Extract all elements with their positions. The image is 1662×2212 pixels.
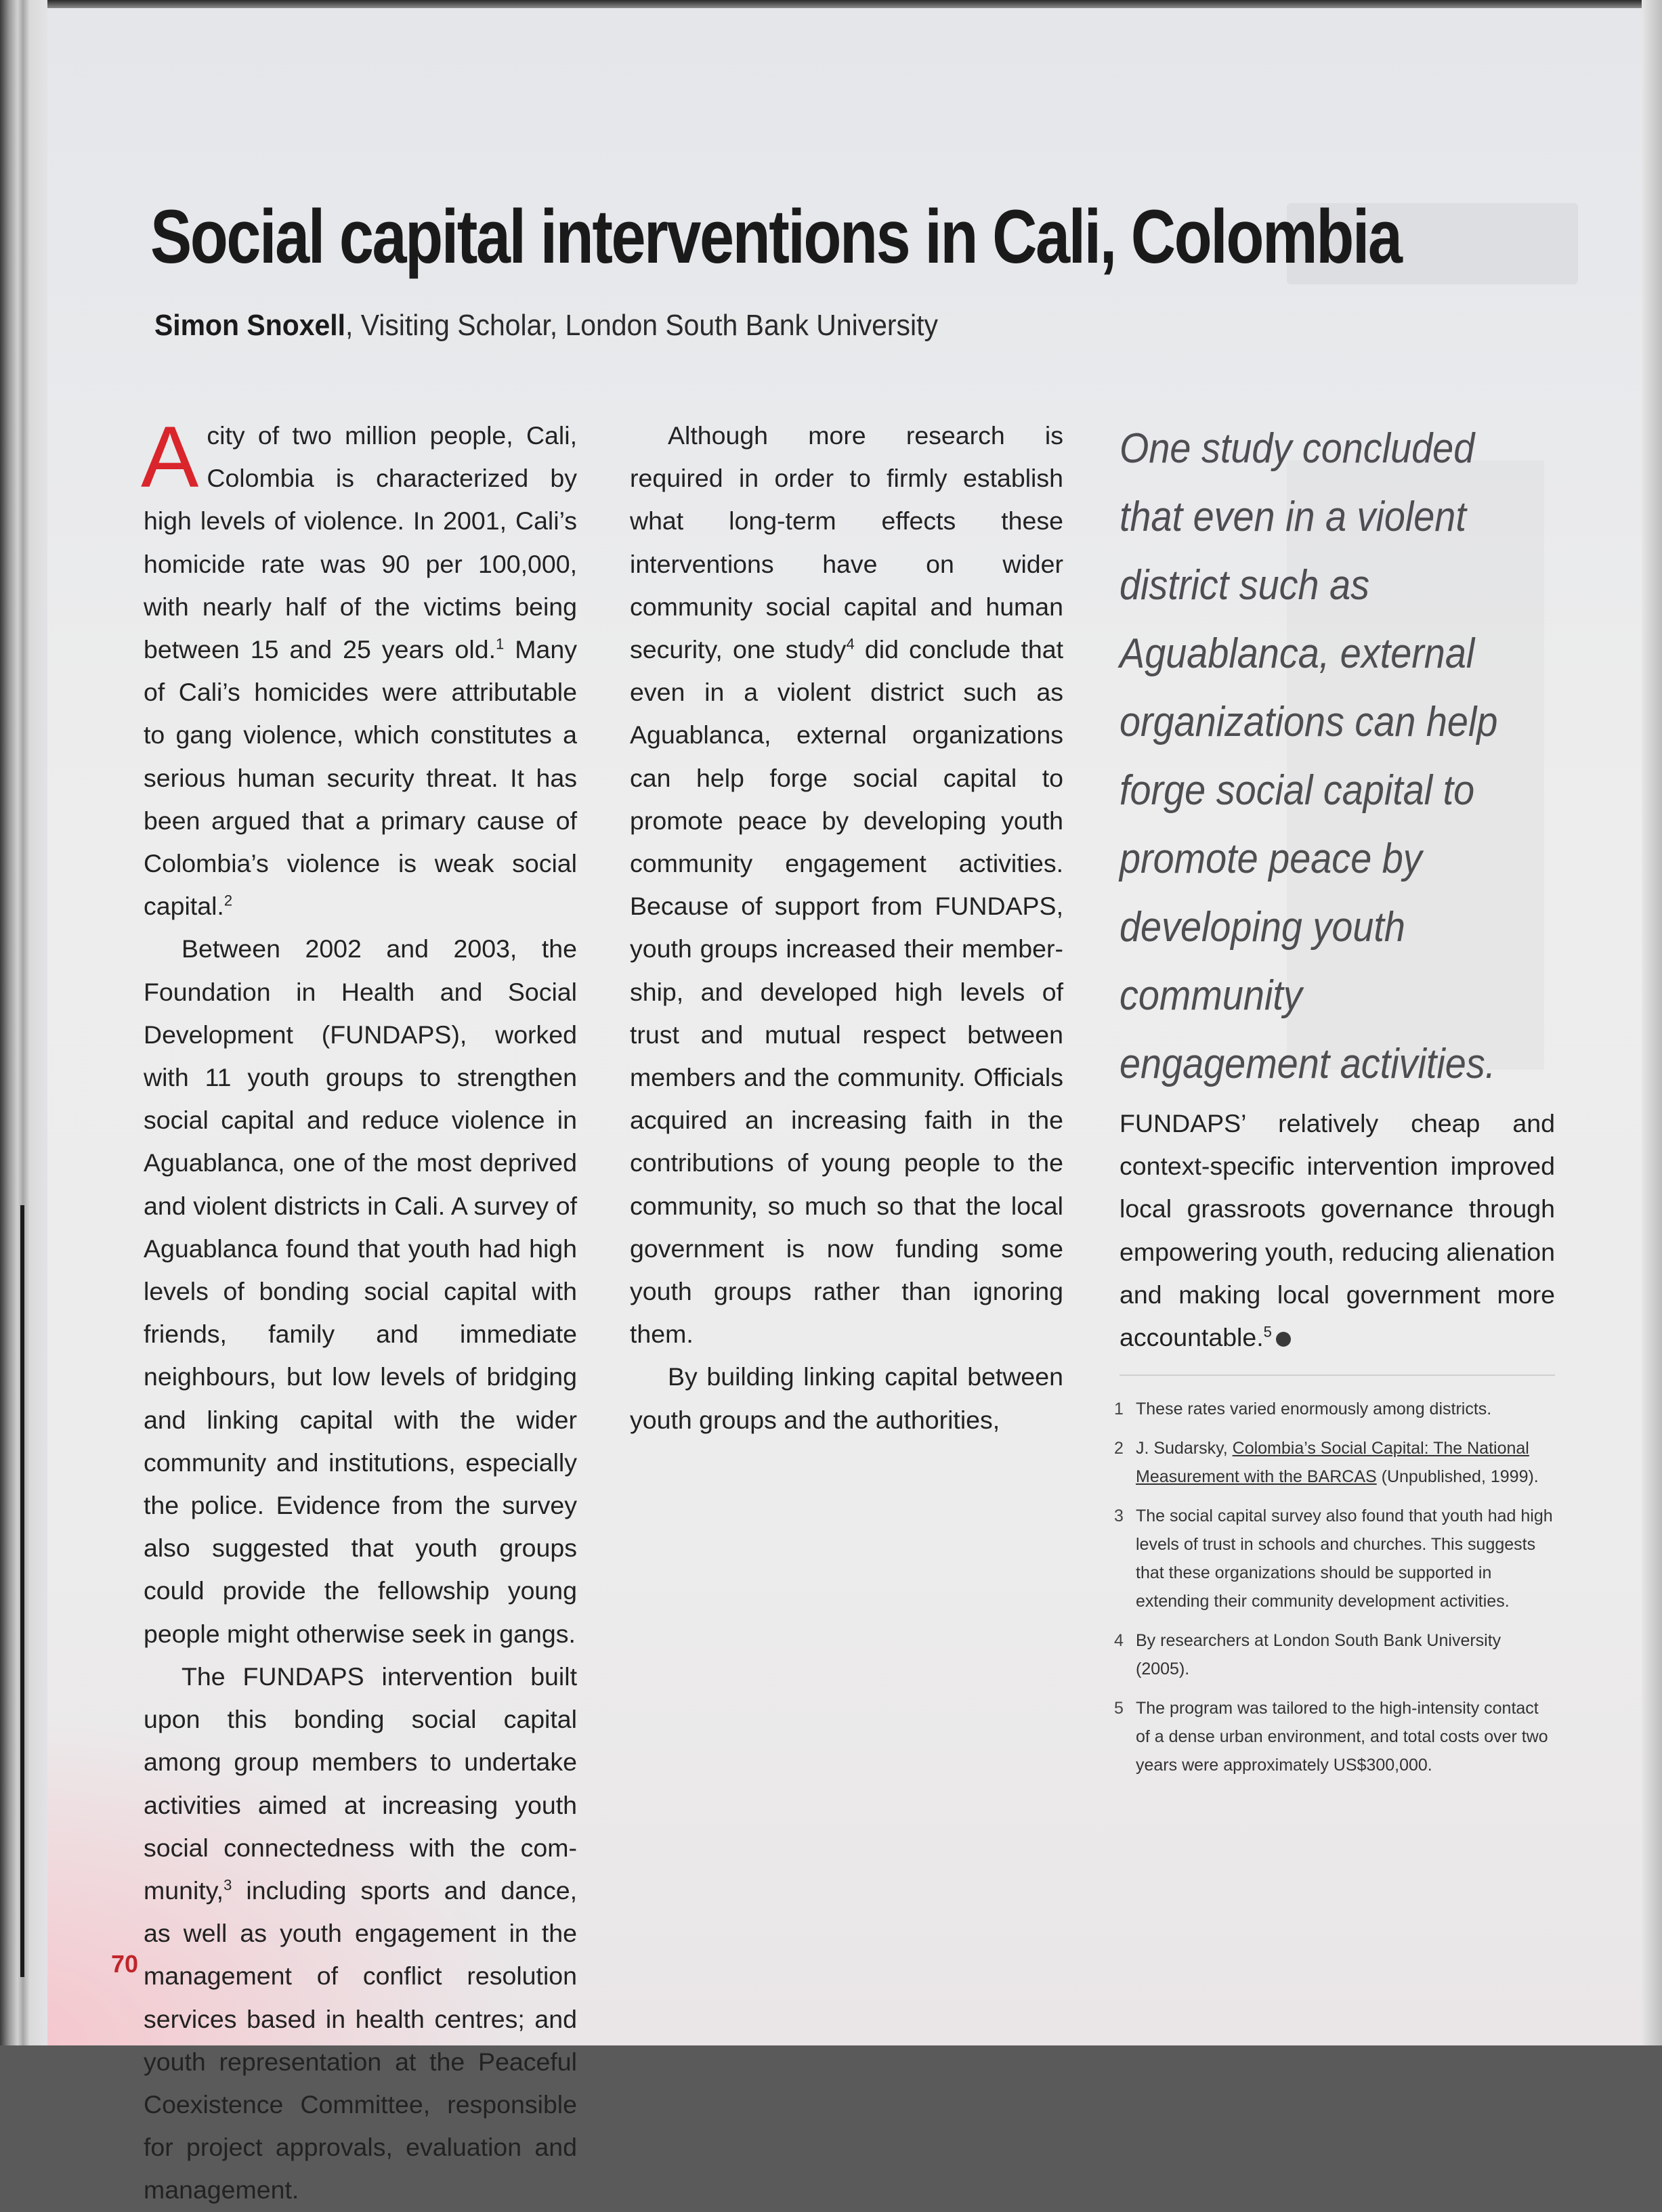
paragraph-6 bbox=[1120, 1102, 1555, 1359]
body-column-3 bbox=[1120, 1102, 1555, 1359]
footnote-text: The social capital survey also found that youth had high levels of trust in schools and churches. This suggests that these organizations should be supported in extending their community development activities. bbox=[1136, 1506, 1553, 1611]
author-name: Simon Snoxell bbox=[154, 309, 345, 342]
footnote-number: 3 bbox=[1114, 1506, 1124, 1525]
paragraph-text: The FUNDAPS intervention built upon this bonding social capital among group members to undertake activities aimed at increasing youth social connectedness with the community, bbox=[144, 1662, 577, 1905]
author-affiliation: , Visiting Scholar, London South Bank University bbox=[345, 309, 938, 342]
footnote-ref: 1 bbox=[496, 635, 505, 653]
page-top-edge bbox=[0, 0, 1662, 8]
body-column-2 bbox=[630, 414, 1063, 1441]
paragraph-4 bbox=[630, 414, 1063, 1356]
footnote-ref: 2 bbox=[223, 892, 233, 909]
paragraph-5: By building linking capital between youth groups and the authorities, bbox=[630, 1362, 1063, 1434]
body-column-1 bbox=[141, 409, 577, 2212]
footnote-number: 2 bbox=[1114, 1439, 1124, 1458]
paragraph-3 bbox=[144, 1655, 577, 2212]
footnote-item bbox=[1114, 1694, 1554, 1779]
paragraph-2: Between 2002 and 2003, the Foundation in Health and Social Development (FUNDAPS), worked with 11 youth groups to strengthen social capital and reduce violence in Aguablanca, one of the most deprived and violent districts in Cali. A survey of Aguablanca found that youth had high levels of bonding social capital with friends, family and immediate neighbours, but low levels of bridging and linking capital with the wider community and institutions, especially the police. Evidence from the survey also suggested that youth groups could provide the fellowship young people might otherwise seek in gangs. bbox=[144, 934, 577, 1648]
footnote-number: 1 bbox=[1114, 1400, 1124, 1418]
paragraph-text: including sports and dance, as well as youth engagement in the management of conflict resolution services based in health centres; and youth representation at the Peaceful Coexistence Committee, responsible for project approvals, evaluation and management. bbox=[144, 1875, 577, 2205]
footnote-number: 5 bbox=[1114, 1699, 1124, 1718]
footnote-item bbox=[1114, 1502, 1554, 1615]
footnote-number: 4 bbox=[1114, 1631, 1124, 1650]
footnote-text-part: J. Sudarsky, bbox=[1136, 1439, 1233, 1458]
footnote-text-part: (Unpublished, 1999). bbox=[1376, 1467, 1539, 1486]
footnote-item bbox=[1114, 1395, 1554, 1423]
byline bbox=[154, 309, 938, 343]
footnote-citation-title: Colombia’s Social Capital: The National Measurement with the BARCAS bbox=[1136, 1439, 1529, 1486]
footnote-item bbox=[1114, 1626, 1554, 1683]
paragraph-text: Although more research is required in order to firmly establish what long-term effects these interventions have on wider community social capital and human security, one study bbox=[630, 421, 1063, 664]
footnotes bbox=[1114, 1395, 1554, 1790]
footnote-item bbox=[1114, 1434, 1554, 1491]
paragraph-1 bbox=[141, 409, 577, 928]
footnote-ref: 3 bbox=[223, 1876, 232, 1894]
page-right-edge bbox=[1642, 0, 1662, 2045]
paragraph-text: Many of Cali’s homicides were attributable to gang violence, which constitutes a serious human security threat. It has been argued that a primary cause of Colombia’s violence is weak social capital. bbox=[144, 635, 577, 921]
article-title: Social capital interventions in Cali, Colombia bbox=[150, 194, 1401, 279]
drop-cap: A bbox=[141, 409, 199, 506]
paragraph-text: did conclude that even in a violent district such as Aguablanca, external organizations can help forge social capital to promote peace by developing youth community engagement activities. Because of support from FUNDAPS, youth groups increased their membership, and developed high levels of trust and mutual respect between members and the community. Officials acquired an increasing faith in the contributions of young people to the community, so much so that the local government is now funding some youth groups rather than ignoring them. bbox=[630, 635, 1063, 1349]
paragraph-text: FUNDAPS’ relatively cheap and context-specific intervention improved local grassroots governance through empowering youth, reducing alienation and making local government more accountable. bbox=[1120, 1109, 1555, 1352]
footnote-text: By researchers at London South Bank University (2005). bbox=[1136, 1631, 1501, 1678]
paragraph-text: city of two million people, Cali, Colombia is characterized by high levels of violence. In 2001, Cali’s homicide rate was 90 per 100,000, with nearly half of the victims being between 15 and 25 years old. bbox=[144, 421, 577, 664]
footnote-text bbox=[1136, 1434, 1554, 1491]
page-number: 70 bbox=[111, 1950, 139, 1978]
footnote-text: These rates varied enormously among districts. bbox=[1136, 1400, 1492, 1418]
footnote-ref: 5 bbox=[1263, 1323, 1272, 1341]
footnote-ref: 4 bbox=[846, 635, 855, 653]
spine-line bbox=[20, 1205, 24, 1977]
pull-quote bbox=[1120, 414, 1522, 1098]
pull-quote-text: One study concluded that even in a violent district such as Aguablanca, external organizations can help forge social capital to promote peace by developing youth community engagement activities. bbox=[1120, 425, 1498, 1087]
footnote-text: The program was tailored to the high-intensity contact of a dense urban environment, and total costs over two years were approximately US$300,000. bbox=[1136, 1699, 1548, 1775]
footnote-divider bbox=[1120, 1374, 1555, 1376]
end-of-article-bullet-icon bbox=[1276, 1332, 1291, 1347]
